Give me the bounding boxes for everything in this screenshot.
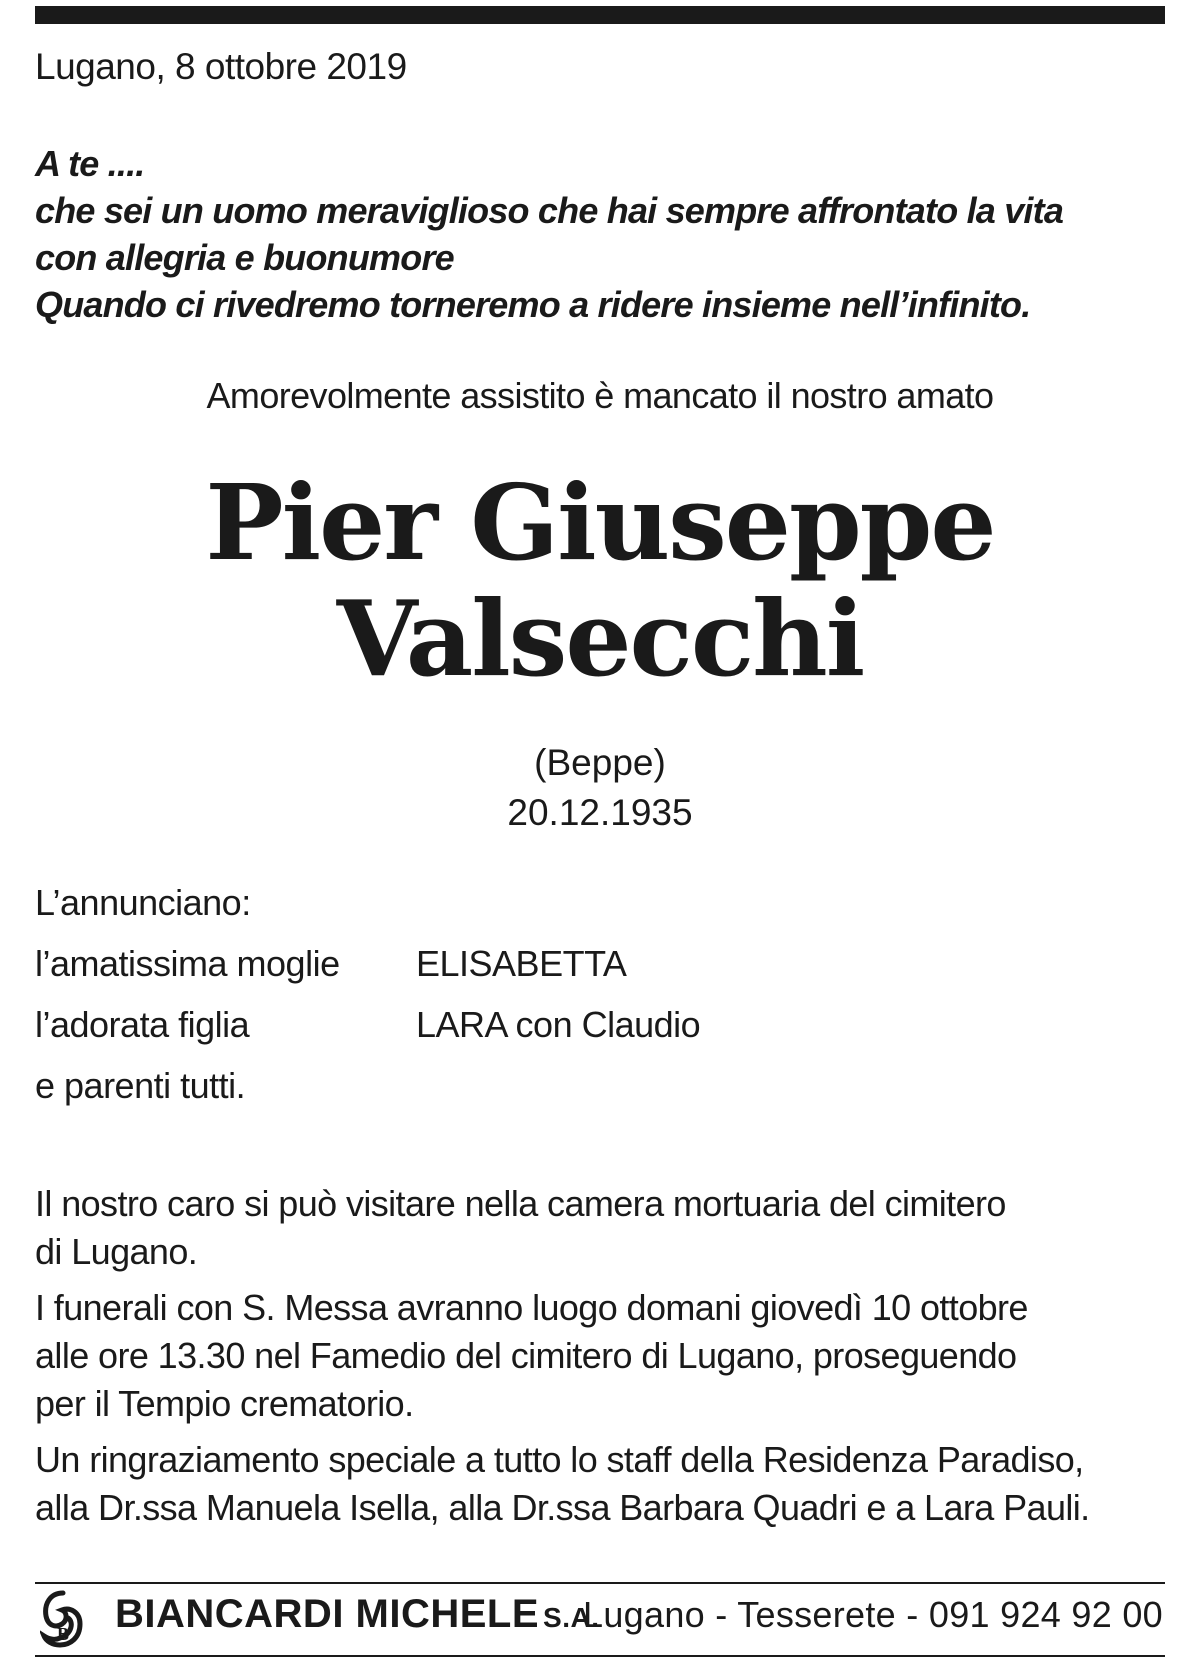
deceased-birth-date: 20.12.1935 (507, 792, 693, 833)
dedication (35, 140, 1155, 328)
deceased-details (0, 738, 1200, 838)
paragraph-line: alle ore 13.30 nel Famedio del cimitero di Lugano, proseguendo (35, 1335, 1017, 1376)
funeral-company (115, 1592, 600, 1637)
thanks-paragraph (35, 1436, 1165, 1532)
visitation-paragraph (35, 1180, 1165, 1276)
deceased-first-name: Pier Giuseppe (205, 461, 995, 584)
announcer-role: l’amatissima moglie (35, 943, 340, 984)
company-contact: Lugano - Tesserete - 091 924 92 00 (583, 1594, 1163, 1635)
intro-text: Amorevolmente assistito è mancato il nostro amato (206, 375, 994, 416)
company-name: BIANCARDI MICHELE (115, 1592, 540, 1636)
paragraph-line: I funerali con S. Messa avranno luogo domani giovedì 10 ottobre (35, 1287, 1028, 1328)
paragraph-line: Un ringraziamento speciale a tutto lo staff della Residenza Paradiso, (35, 1439, 1084, 1480)
dedication-line: con allegria e buonumore (35, 237, 454, 278)
funeral-paragraph (35, 1284, 1165, 1428)
company-suffix: S.A. (543, 1602, 600, 1633)
place-date: Lugano, 8 ottobre 2019 (35, 46, 407, 87)
announcer-role: e parenti tutti. (35, 1065, 246, 1106)
footer-divider-bottom (35, 1655, 1165, 1657)
announcer-role: l’adorata figlia (35, 1004, 250, 1045)
biancardi-logo-icon (40, 1590, 86, 1648)
paragraph-line: alla Dr.ssa Manuela Isella, alla Dr.ssa Barbara Quadri e a Lara Pauli. (35, 1487, 1090, 1528)
paragraph-line: di Lugano. (35, 1231, 198, 1272)
dedication-line: Quando ci rivedremo torneremo a ridere insieme nell’infinito. (35, 284, 1031, 325)
notice-body (35, 1180, 1165, 1540)
paragraph-line: Il nostro caro si può visitare nella camera mortuaria del cimitero (35, 1183, 1006, 1224)
logo-letter: B (56, 1624, 70, 1644)
announcers-heading: L’annunciano: (35, 882, 251, 923)
announcer-name: ELISABETTA (416, 943, 627, 984)
dedication-line: A te .... (35, 143, 145, 184)
announcer-name: LARA con Claudio (416, 1004, 701, 1045)
paragraph-line: per il Tempio crematorio. (35, 1383, 414, 1424)
deceased-nickname: (Beppe) (534, 742, 666, 783)
dedication-line: che sei un uomo meraviglioso che hai sempre affrontato la vita (35, 190, 1064, 231)
top-divider (35, 6, 1165, 24)
footer-divider-top (35, 1582, 1165, 1584)
deceased-name (0, 461, 1200, 700)
deceased-last-name: Valsecchi (336, 577, 864, 700)
